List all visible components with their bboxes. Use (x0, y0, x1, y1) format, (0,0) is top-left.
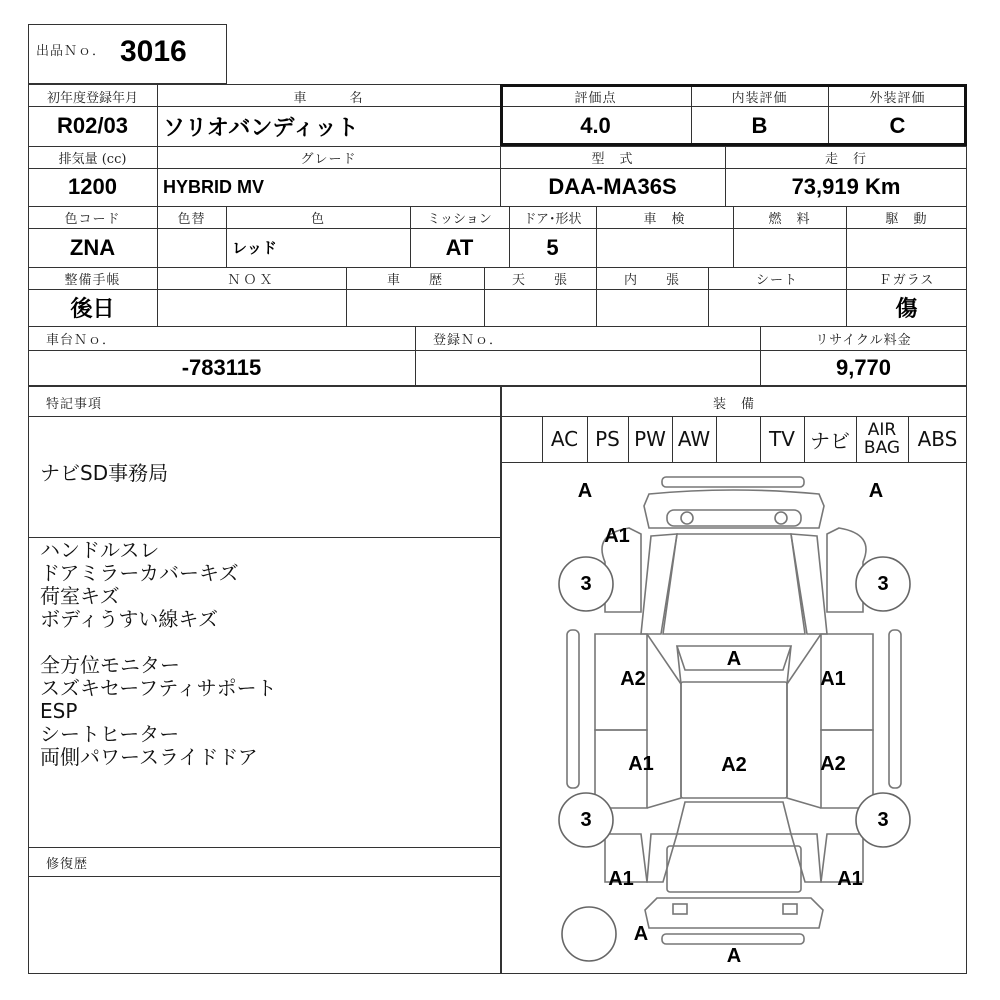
mark-front-right: A (868, 479, 884, 502)
exterior-grade-label: 外装評価 (869, 90, 926, 106)
registration-no-label: 登録Ｎｏ． (433, 333, 504, 348)
note-line: シートヒーター (40, 722, 180, 746)
equip-navi: ナビ (810, 428, 850, 453)
inner-panel-label: 内 張 (623, 273, 680, 288)
chassis-no-label: 車台Ｎｏ． (46, 333, 117, 348)
mark-tire-rr: 3 (877, 808, 889, 831)
equip-abs: ABS (917, 427, 958, 451)
equip-airbag (856, 416, 908, 462)
car-history-value (346, 289, 484, 326)
drive-value (846, 228, 967, 267)
displacement-label: 排気量 (cc) (58, 152, 127, 167)
repair-history-label: 修復歴 (46, 856, 89, 872)
interior-grade-label: 内装評価 (731, 90, 788, 106)
notes-label: 特記事項 (46, 396, 103, 412)
chassis-no-value: -783115 (181, 355, 262, 380)
note-line: ドアミラーカバーキズ (40, 561, 239, 585)
service-book-label: 整備手帳 (64, 273, 121, 288)
mark-rear-quarter-right: A1 (837, 867, 863, 890)
equip-ps: PS (595, 427, 620, 451)
repaint-label: 色替 (177, 212, 206, 227)
fuel-label: 燃 料 (768, 212, 811, 227)
inspection-value (596, 228, 733, 267)
reg-date-label: 初年度登録年月 (46, 90, 138, 106)
fuel-value (733, 228, 846, 267)
note-line: ハンドルスレ (40, 538, 160, 562)
note-line: 両側パワースライドドア (40, 745, 258, 769)
door-shape-label: ドア･形状 (523, 212, 582, 227)
mark-rear-bumper-left: A (633, 922, 649, 945)
mark-tire-fl: 3 (580, 572, 592, 595)
mileage-label: 走 行 (824, 152, 867, 167)
ceiling-label: 天 張 (511, 273, 568, 288)
transmission-label: ミッション (427, 212, 492, 227)
front-glass-value: 傷 (895, 296, 918, 321)
color-value: レッド (232, 240, 277, 257)
equip-blank (716, 416, 760, 462)
model-label: 型 式 (591, 152, 634, 167)
seat-value (708, 289, 846, 326)
transmission-value: AT (445, 234, 474, 260)
score-label: 評価点 (574, 90, 617, 106)
repaint-value (157, 228, 226, 267)
equip-ac: AC (550, 427, 579, 451)
mark-front-pillar-left: A1 (604, 524, 630, 547)
recycle-fee-value: 9,770 (835, 355, 892, 380)
seat-label: シート (755, 273, 798, 288)
nox-label: ＮＯＸ (227, 273, 276, 288)
grade-label: グレード (300, 152, 357, 167)
mark-front-left: A (577, 479, 593, 502)
ceiling-value (484, 289, 596, 326)
car-name-label: 車 名 (293, 90, 364, 106)
equip-tv: TV (769, 427, 795, 451)
equip-pw: PW (634, 427, 666, 451)
nox-value (157, 289, 346, 326)
reg-date-value: R02/03 (57, 113, 128, 138)
notes-first-line: ナビSD事務局 (40, 461, 169, 485)
color-code-value: ZNA (69, 234, 116, 260)
note-line: 荷室キズ (40, 584, 120, 608)
equipment-label: 装 備 (712, 396, 755, 412)
note-line: スズキセーフティサポート (40, 676, 277, 700)
car-diagram (501, 462, 967, 974)
equip-airbag-label: AIR BAG (863, 420, 901, 458)
inner-panel-value (596, 289, 708, 326)
drive-label: 駆 動 (885, 212, 928, 227)
exterior-grade-value: C (889, 113, 906, 138)
mark-door-rl: A1 (628, 752, 654, 775)
note-line (40, 631, 277, 654)
mark-door-rr: A2 (820, 752, 846, 775)
model-value: DAA-MA36S (548, 174, 677, 199)
inspection-label: 車 検 (643, 212, 686, 227)
mark-rear-bumper: A (726, 944, 742, 967)
mark-rear-quarter-left: A1 (608, 867, 634, 890)
color-label: 色 (310, 212, 325, 227)
displacement-value: 1200 (68, 174, 117, 199)
mark-roof-front: A (726, 647, 742, 670)
color-code-label: 色コード (64, 212, 121, 227)
service-book-value: 後日 (70, 296, 115, 321)
equip-aw: AW (677, 427, 711, 451)
mark-tire-rl: 3 (580, 808, 592, 831)
interior-grade-value: B (751, 113, 768, 138)
recycle-fee-label: リサイクル料金 (815, 333, 912, 348)
notes-list (40, 539, 277, 769)
car-name-value: ソリオバンディット (163, 114, 359, 140)
mark-door-fl: A2 (620, 667, 646, 690)
repair-history-value (28, 876, 501, 974)
mark-door-fr: A1 (820, 667, 846, 690)
registration-no-value (415, 350, 760, 386)
score-value: 4.0 (580, 113, 611, 138)
mark-tire-fr: 3 (877, 572, 889, 595)
door-shape-value: 5 (546, 234, 559, 260)
mileage-value: 73,919 Km (791, 174, 901, 199)
car-history-label: 車 歴 (386, 273, 443, 288)
note-line: ESP (40, 699, 78, 723)
note-line: ボディうすい線キズ (40, 607, 218, 631)
note-line: 全方位モニター (40, 653, 180, 677)
front-glass-label: Ｆガラス (878, 273, 935, 288)
grade-value: HYBRID MV (163, 176, 265, 197)
mark-roof-center: A2 (721, 753, 747, 776)
lot-number-value: 3016 (120, 35, 187, 68)
lot-number-label: 出品Ｎｏ． (36, 43, 107, 59)
